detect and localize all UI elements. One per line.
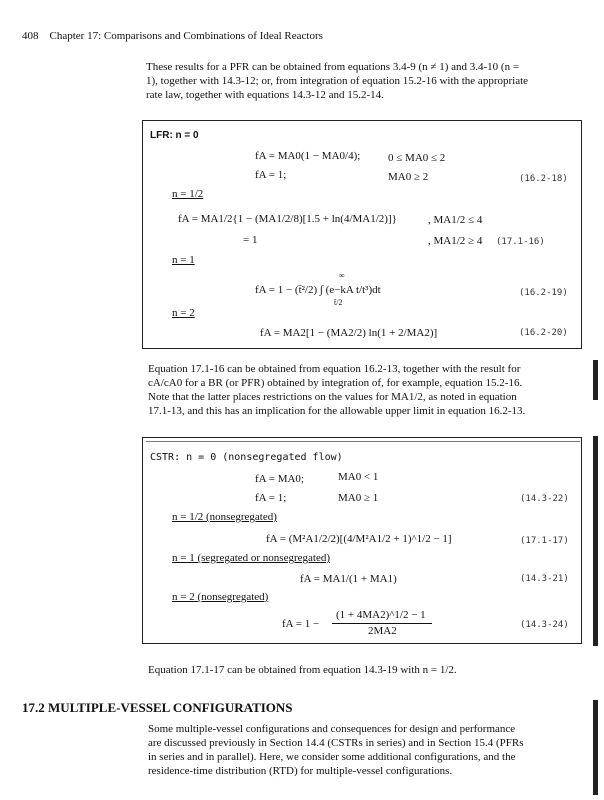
section-line-3: in series and in parallel). Here, we consider some additional configurations, and the <box>148 751 516 763</box>
lfr-n0-condition-b: MA0 ≥ 2 <box>388 171 429 183</box>
cstr-n0-condition-a: MA0 < 1 <box>338 471 379 483</box>
cstr-half-equation: fA = (M²A1/2/2)[(4/M²A1/2 + 1)^1/2 − 1] <box>266 533 452 545</box>
lfr-two-equation-number: (16.2-20) <box>519 328 568 338</box>
section-line-1: Some multiple-vessel configurations and consequences for design and performance <box>148 723 516 735</box>
lfr-label-n-two: n = 2 <box>172 307 195 319</box>
intro-line-3: rate law, together with equations 14.3-12 and 15.2-14. <box>146 89 384 101</box>
middle-line-4: 17.1-13, and this has an implication for the allowable upper limit in equation 16.2-13. <box>148 405 526 417</box>
lfr-label-n-one: n = 1 <box>172 254 195 266</box>
middle-line-2: cA/cA0 for a BR (or PFR) obtained by integration of, for example, equation 15.2-16. <box>148 377 523 389</box>
cstr-one-equation-number: (14.3-21) <box>520 574 569 584</box>
cstr-two-fraction-bar <box>332 623 432 624</box>
section-line-4: residence-time distribution (RTD) for multiple-vessel configurations. <box>148 765 453 777</box>
lfr-n0-condition-a: 0 ≤ MA0 ≤ 2 <box>388 152 446 164</box>
lfr-half-condition-a: , MA1/2 ≤ 4 <box>428 214 483 226</box>
cstr-box-top-rule <box>146 441 580 442</box>
lfr-two-equation: fA = MA2[1 − (MA2/2) ln(1 + 2/MA2)] <box>260 327 438 339</box>
cstr-n0-equation-b: fA = 1; <box>255 492 287 504</box>
cstr-label-n-half: n = 1/2 (nonsegregated) <box>172 511 277 523</box>
cstr-n0-equation-number: (14.3-22) <box>520 494 569 504</box>
intro-line-1: These results for a PFR can be obtained from equations 3.4-9 (n ≠ 1) and 3.4-10 (n = <box>146 61 520 73</box>
cstr-n0-condition-b: MA0 ≥ 1 <box>338 492 379 504</box>
intro-paragraph <box>146 60 582 102</box>
cstr-two-equation-numerator: (1 + 4MA2)^1/2 − 1 <box>336 609 426 621</box>
cstr-one-equation: fA = MA1/(1 + MA1) <box>300 573 397 585</box>
cstr-two-equation-lhs: fA = 1 − <box>282 618 320 630</box>
cstr-two-equation-denominator: 2MA2 <box>368 625 397 637</box>
middle-line-1: Equation 17.1-16 can be obtained from equation 16.2-13, together with the result for <box>148 363 521 375</box>
scan-edge-mark <box>593 360 598 400</box>
lfr-half-condition-b: , MA1/2 ≥ 4 <box>428 235 483 247</box>
cstr-half-equation-number: (17.1-17) <box>520 536 569 546</box>
lfr-one-equation: fA = 1 − (t̄²/2) ∫ (e−kA t/t³)dt <box>255 284 381 296</box>
lfr-title: LFR: n = 0 <box>150 130 199 141</box>
page-number: 408 <box>22 30 39 42</box>
lfr-n0-equation-number: (16.2-18) <box>519 174 568 184</box>
cstr-label-n-two: n = 2 (nonsegregated) <box>172 591 269 603</box>
middle-line-3: Note that the latter places restrictions on the values for MA1/2, as noted in equation <box>148 391 517 403</box>
cstr-two-equation-number: (14.3-24) <box>520 620 569 630</box>
lfr-integral-lower-limit: t̄/2 <box>334 298 343 307</box>
running-header <box>22 30 323 42</box>
lfr-equation-box <box>142 120 582 349</box>
section-paragraph <box>148 722 582 778</box>
middle-paragraph <box>148 362 582 418</box>
section-line-2: are discussed previously in Section 14.4 (CSTRs in series) and in Section 15.4 (PFRs <box>148 737 524 749</box>
section-heading: 17.2 MULTIPLE-VESSEL CONFIGURATIONS <box>22 700 293 715</box>
lfr-half-equation-number: (17.1-16) <box>496 237 545 247</box>
cstr-title: CSTR: n = 0 (nonsegregated flow) <box>150 452 343 463</box>
lfr-n0-equation-a: fA = MA0(1 − MA0/4); <box>255 150 361 162</box>
cstr-label-n-one: n = 1 (segregated or nonsegregated) <box>172 552 331 564</box>
lfr-integral-upper-limit: ∞ <box>339 271 345 280</box>
lfr-half-equation-b: = 1 <box>243 234 258 246</box>
intro-line-2: 1), together with 14.3-12; or, from integration of equation 15.2-16 with the appropriate <box>146 75 529 87</box>
cstr-n0-equation-a: fA = MA0; <box>255 473 304 485</box>
after-cstr-sentence: Equation 17.1-17 can be obtained from equation 14.3-19 with n = 1/2. <box>148 664 457 676</box>
scan-edge-mark <box>593 436 598 646</box>
lfr-n0-equation-b: fA = 1; <box>255 169 287 181</box>
scan-edge-mark <box>593 700 598 795</box>
lfr-half-equation-a: fA = MA1/2{1 − (MA1/2/8)[1.5 + ln(4/MA1/2)]} <box>178 213 397 225</box>
lfr-one-equation-number: (16.2-19) <box>519 288 568 298</box>
lfr-label-n-half: n = 1/2 <box>172 188 204 200</box>
chapter-title: Chapter 17: Comparisons and Combinations of Ideal Reactors <box>49 30 323 42</box>
